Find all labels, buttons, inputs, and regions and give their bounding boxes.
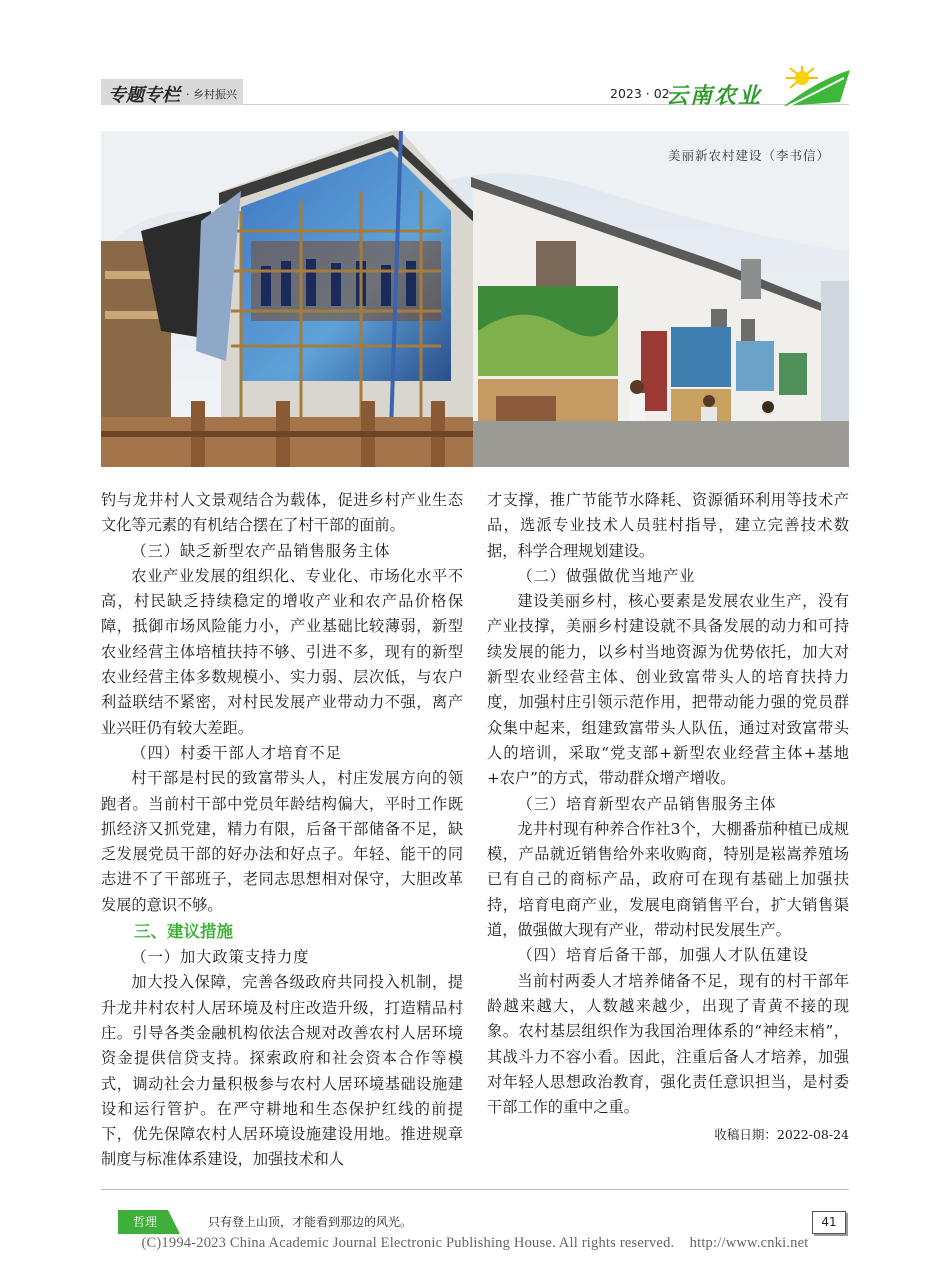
- quote-tag-label: 哲理: [133, 1215, 158, 1229]
- paragraph: 加大投入保障，完善各级政府共同投入机制，提升龙井村农村人居环境及村庄改造升级，打造精品村庄。引导各类金融机构依法合规对改善农村人居环境资金提供信贷支持。探索政府和社会资本合作等模式，调动社会力量积极参与农村人居环境基础设施建设和运行管护。在严守耕地和生态保护红线的前提下，优先保障农村人居环境设施建设用地。推进规章制度与标准体系建设，加强技术和人: [101, 973, 463, 1169]
- section-heading: （一）加大政策支持力度: [131, 948, 310, 967]
- paragraph: 建设美丽乡村，核心要素是发展农业生产，没有产业技撑，美丽乡村建设就不具备发展的动力和可持续发展的能力，以乡村当地资源为优势依托，加大对新型农业经营主体、创业致富带头人的培育扶持力度，加强村庄引领示范作用，把带动能力强的党员群众集中起来，组建致富带头人队伍，通过对致富带头人的培训，采取“党支部+新型农业经营主体+基地+农户”的方式，带动群众增产增收。: [487, 592, 849, 788]
- section-heading: （三）缺乏新型农产品销售服务主体: [131, 541, 391, 560]
- copyright-line: (C)1994-2023 China Academic Journal Electronic Publishing House. All rights reserved. http://www.cnki.net: [141, 1235, 809, 1251]
- chapter-heading: 三、建议措施: [134, 922, 233, 942]
- magazine-title: 云南农业: [666, 83, 763, 109]
- paragraph: 才支撑，推广节能节水降耗、资源循环利用等技术产品，选派专业技术人员驻村指导，建立完善技术数据，科学合理规划建设。: [487, 491, 849, 560]
- village-mural-photo: [101, 131, 849, 467]
- received-date: 收稿日期：2022-08-24: [714, 1127, 849, 1143]
- column-title: 专题专栏: [108, 85, 180, 106]
- issue-number: 2023 · 02: [610, 86, 670, 101]
- section-heading: （二）做强做优当地产业: [517, 566, 696, 585]
- paragraph: 龙井村现有种养合作社3个，大棚番茄种植已成规模，产品就近销售给外来收购商，特别是崧嵩养殖场已有自己的商标产品，政府可在现有基础上加强扶持，培育电商产业，发展电商销售平台，扩大销售渠道，做强做大现有产业，带动村民发展生产。: [487, 819, 849, 940]
- footer-quote: 只有登上山顶，才能看到那边的风光。: [208, 1215, 413, 1229]
- paragraph: 农业产业发展的组织化、专业化、市场化水平不高，村民缺乏持续稳定的增收产业和农产品价格保障，抵御市场风险能力小，产业基础比较薄弱，新型农业经营主体培植扶持不够、引进不多，现有的新型农业经营主体多数规模小、实力弱、层次低，与农户利益联结不紧密，对村民发展产业带动力不强，离产业兴旺仍有较大差距。: [101, 566, 463, 737]
- footer-rule: [101, 1189, 849, 1190]
- right-column: [487, 488, 849, 1148]
- section-heading: （三）培育新型农产品销售服务主体: [517, 794, 777, 813]
- page-number: 41: [812, 1211, 846, 1234]
- photo-caption: 美丽新农村建设（李书信）: [668, 148, 831, 163]
- section-heading: （四）村委干部人才培育不足: [131, 743, 342, 762]
- column-subtitle: · 乡村振兴: [186, 88, 237, 101]
- left-column: [101, 488, 463, 1173]
- paragraph: 村干部是村民的致富带头人，村庄发展方向的领跑者。当前村干部中党员年龄结构偏大，平时工作既抓经济又抓党建，精力有限，后备干部储备不足，缺乏发展党员干部的好办法和好点子。年轻、能干的同志进不了干部班子，老同志思想相对保守，大胆改革发展的意识不够。: [101, 769, 463, 914]
- section-heading: （四）培育后备干部，加强人才队伍建设: [517, 946, 809, 965]
- paragraph: 钓与龙井村人文景观结合为载体，促进乡村产业生态文化等元素的有机结合摆在了村干部的面前。: [101, 491, 463, 535]
- paragraph: 当前村两委人才培养储备不足，现有的村干部年龄越来越大，人数越来越少，出现了青黄不接的现象。农村基层组织作为我国治理体系的“神经末梢”，其战斗力不容小看。因此，注重后备人才培养，加强对年轻人思想政治教育，强化责任意识担当，是村委干部工作的重中之重。: [487, 971, 849, 1117]
- magazine-logo-icon: [780, 64, 852, 108]
